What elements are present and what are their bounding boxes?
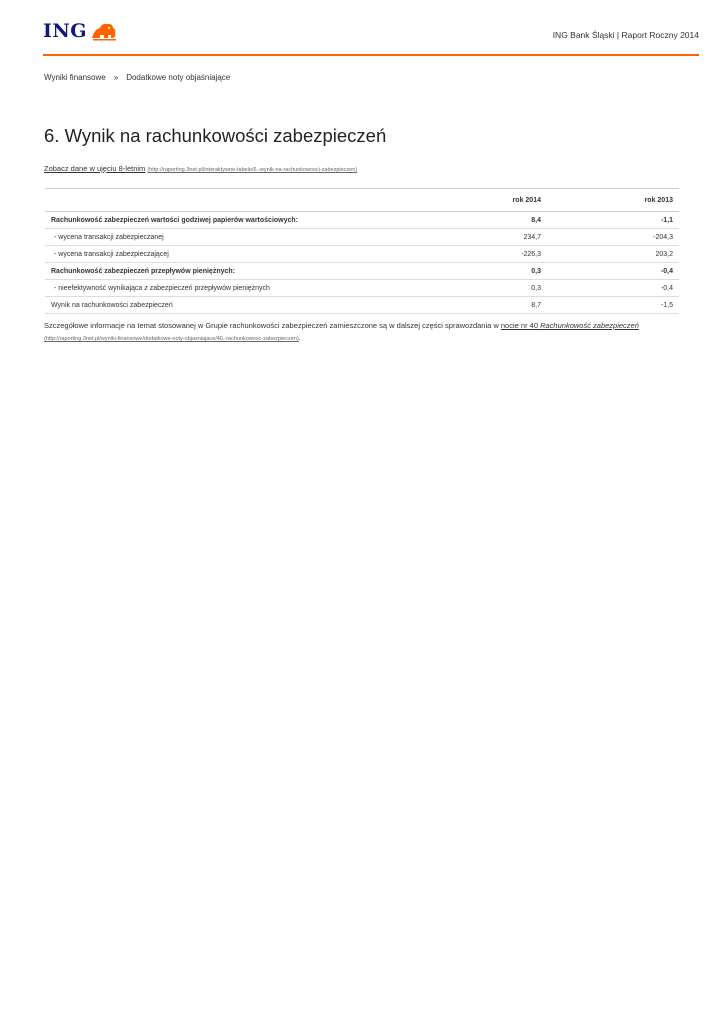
value-2013: -0,4 [547,280,679,297]
table-header-row [45,189,679,212]
hedge-accounting-table [45,188,679,314]
ing-logo[interactable] [43,20,118,42]
see-all-years-link[interactable]: Zobacz dane w ujęciu 8-letnim [44,164,146,173]
table-row [45,263,679,280]
breadcrumb-item-wyniki[interactable]: Wyniki finansowe [44,73,106,82]
breadcrumb-item-noty[interactable]: Dodatkowe noty objaśniające [126,73,231,82]
note-link-prefix: nocie nr 40 [500,321,541,330]
see-all-years [44,164,357,173]
row-label: - wycena transakcji zabezpieczającej [45,246,415,263]
logo-text: ING [43,20,87,42]
header-label [45,189,415,212]
note-link-title: Rachunkowość zabezpieczeń [540,321,639,330]
value-2014: -226,3 [415,246,547,263]
breadcrumb-separator: » [113,73,119,82]
note-url[interactable]: (http://raporting.3net.pl/wyniki-finansowe/dodatkowe-noty-objasniajace/40.-rachunkowosc-zabezpieczen) [44,336,299,342]
table-row [45,229,679,246]
note-end: . [298,333,301,342]
value-2013: -1,1 [547,212,679,229]
row-label: Wynik na rachunkowości zabezpieczeń [45,297,415,314]
table-row [45,246,679,263]
note-paragraph [44,320,684,345]
row-label: Rachunkowość zabezpieczeń przepływów pieniężnych: [45,263,415,280]
value-2013: -204,3 [547,229,679,246]
value-2014: 0,3 [415,263,547,280]
table-row [45,280,679,297]
value-2013: -0,4 [547,263,679,280]
note-text: Szczegółowe informacje na temat stosowanej w Grupie rachunkowości zabezpieczeń zamieszczone są w dalszej części sprawozdania w [44,321,501,330]
breadcrumb [44,73,230,82]
value-2013: -1,5 [547,297,679,314]
header-year-2014: rok 2014 [415,189,547,212]
value-2013: 203,2 [547,246,679,263]
value-2014: 0,3 [415,280,547,297]
page-title: 6. Wynik na rachunkowości zabezpieczeń [44,125,387,146]
value-2014: 8,4 [415,212,547,229]
see-all-years-url[interactable]: (http://raporting.3net.pl/interaktywne-tabele/6.-wynik-na-rachunkowosci-zabezpieczen) [147,167,358,173]
value-2014: 8,7 [415,297,547,314]
row-label: - nieefektywność wynikająca z zabezpieczeń przepływów pieniężnych [45,280,415,297]
report-title: ING Bank Śląski | Raport Roczny 2014 [552,30,699,40]
lion-icon [90,20,118,42]
header-year-2013: rok 2013 [547,189,679,212]
table-row [45,212,679,229]
table-row [45,297,679,314]
page-header [43,18,699,56]
value-2014: 234,7 [415,229,547,246]
note-link[interactable] [501,321,639,330]
row-label: Rachunkowość zabezpieczeń wartości godziwej papierów wartościowych: [45,212,415,229]
row-label: - wycena transakcji zabezpieczanej [45,229,415,246]
